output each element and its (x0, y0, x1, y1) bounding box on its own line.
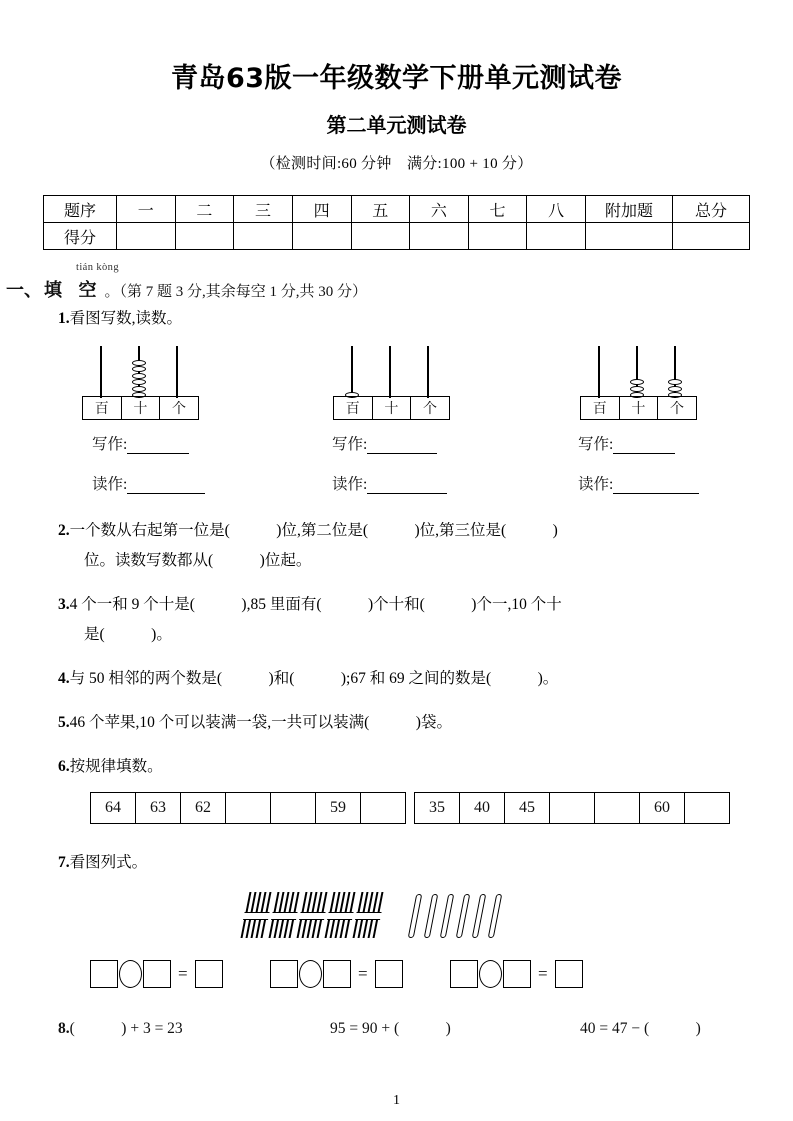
section-heading-fill-in-blank (6, 262, 793, 304)
table-row-score (44, 223, 750, 250)
col-header-5: 五 (351, 196, 410, 223)
write-as-blank-2[interactable] (367, 439, 437, 454)
bundle-band (243, 912, 270, 920)
single-stick (408, 894, 423, 938)
question-2-line1: 一个数从右起第一位是( )位,第二位是( )位,第三位是( ) (69, 522, 558, 539)
equation-3-box-b[interactable] (503, 960, 531, 988)
equation-3-box-result[interactable] (555, 960, 583, 988)
read-as-1 (92, 472, 205, 494)
score-cell-2[interactable] (175, 223, 234, 250)
question-4-text: 与 50 相邻的两个数是( )和( );67 和 69 之间的数是( )。 (69, 670, 559, 687)
score-cell-total[interactable] (673, 223, 750, 250)
equation-2-operator-circle[interactable] (299, 960, 322, 988)
abacus-diagram-group (0, 346, 793, 422)
abacus-2-label-hundreds: 百 (334, 397, 373, 420)
col-header-8: 八 (527, 196, 586, 223)
read-as-blank-3[interactable] (613, 479, 699, 494)
question-2 (58, 516, 793, 576)
read-as-label-1: 读作: (92, 476, 128, 493)
write-as-1 (92, 432, 189, 454)
read-as-3 (578, 472, 699, 494)
seq1-cell-5[interactable] (271, 793, 316, 824)
write-as-row (0, 432, 793, 462)
question-8 (0, 1016, 793, 1046)
write-as-3 (578, 432, 675, 454)
question-8-item-1 (58, 1016, 183, 1038)
seq1-cell-4[interactable] (226, 793, 271, 824)
equation-2-box-b[interactable] (323, 960, 351, 988)
bundle-band (327, 912, 354, 920)
bead (132, 379, 146, 385)
abacus-3-rod-hundreds (598, 346, 600, 398)
abacus-2-rod-ones (427, 346, 429, 398)
seq1-cell-6[interactable]: 59 (316, 793, 361, 824)
score-cell-4[interactable] (292, 223, 351, 250)
equation-1-box-result[interactable] (195, 960, 223, 988)
write-as-label-1: 写作: (92, 436, 128, 453)
seq2-cell-6[interactable]: 60 (640, 793, 685, 824)
write-as-label-2: 写作: (332, 436, 368, 453)
question-3 (58, 590, 793, 650)
question-3-line1: 4 个一和 9 个十是( ),85 里面有( )个十和( )个一,10 个十 (69, 596, 562, 613)
abacus-2-label-ones: 个 (411, 397, 450, 420)
write-as-blank-3[interactable] (613, 439, 675, 454)
read-as-row (0, 472, 793, 502)
sequence-table-1 (90, 792, 406, 824)
question-1-number: 1. (58, 310, 70, 327)
table-row-header (44, 196, 750, 223)
question-5-text: 46 个苹果,10 个可以装满一袋,一共可以装满( )袋。 (69, 714, 452, 731)
question-4-number: 4. (58, 670, 70, 687)
write-as-2 (332, 432, 437, 454)
single-stick (424, 894, 439, 938)
read-as-2 (332, 472, 447, 494)
equation-3-operator-circle[interactable] (479, 960, 502, 988)
single-stick (440, 894, 455, 938)
seq2-cell-1[interactable]: 35 (415, 793, 460, 824)
question-2-number: 2. (58, 522, 70, 539)
bundle-band (355, 912, 382, 920)
question-5 (58, 708, 793, 738)
read-as-label-2: 读作: (332, 476, 368, 493)
abacus-3-label-tens: 十 (619, 397, 658, 420)
question-1 (58, 304, 793, 334)
seq1-cell-7[interactable] (361, 793, 406, 824)
abacus-3-rod-tens (636, 346, 638, 398)
question-8-item-2: 95 = 90 + ( ) (330, 1020, 451, 1037)
abacus-2 (333, 346, 449, 422)
score-table (43, 195, 750, 250)
col-header-2: 二 (175, 196, 234, 223)
col-header-total: 总分 (673, 196, 750, 223)
equation-group-2 (270, 960, 403, 988)
score-cell-3[interactable] (234, 223, 293, 250)
seq2-cell-2[interactable]: 40 (460, 793, 505, 824)
question-5-number: 5. (58, 714, 70, 731)
bundle-band (299, 912, 326, 920)
single-stick (456, 894, 471, 938)
seq2-cell-3[interactable]: 45 (505, 793, 550, 824)
question-7-number: 7. (58, 854, 70, 871)
bead (132, 366, 146, 372)
equation-1-box-b[interactable] (143, 960, 171, 988)
score-cell-8[interactable] (527, 223, 586, 250)
abacus-1-rod-ones (176, 346, 178, 398)
question-2-line2: 位。读数写数都从( )位起。 (84, 552, 312, 569)
seq1-cell-2[interactable]: 63 (136, 793, 181, 824)
bead (668, 386, 682, 392)
write-as-label-3: 写作: (578, 436, 614, 453)
score-cell-6[interactable] (410, 223, 469, 250)
section-points: 。（第 7 题 3 分,其余每空 1 分,共 30 分） (104, 284, 368, 300)
abacus-1-label-tens: 十 (121, 397, 160, 420)
score-cell-1[interactable] (117, 223, 176, 250)
equation-group-1 (90, 960, 223, 988)
row-label-score: 得分 (44, 223, 117, 250)
abacus-1-beads-tens (132, 359, 146, 398)
question-8-item-3: 40 = 47 − ( ) (580, 1020, 701, 1037)
page-number: 1 (393, 1093, 400, 1108)
equation-1-operator-circle[interactable] (119, 960, 142, 988)
abacus-3-rod-ones (674, 346, 676, 398)
col-header-7: 七 (468, 196, 527, 223)
seq2-cell-5[interactable] (595, 793, 640, 824)
equation-3-box-a[interactable] (450, 960, 478, 988)
seq2-cell-7[interactable] (685, 793, 730, 824)
stick-bundles-group (245, 892, 385, 943)
bundle-band (271, 912, 298, 920)
col-header-bonus: 附加题 (586, 196, 673, 223)
abacus-3-label-hundreds: 百 (581, 397, 620, 420)
abacus-1 (82, 346, 198, 422)
abacus-1-rod-hundreds (100, 346, 102, 398)
single-stick (472, 894, 487, 938)
bead (132, 386, 146, 392)
equation-group-3 (450, 960, 583, 988)
single-sticks-group (412, 894, 508, 943)
equation-boxes-row (0, 960, 793, 1000)
equation-2-box-result[interactable] (375, 960, 403, 988)
abacus-3 (580, 346, 696, 422)
equation-1-equals: = (178, 964, 188, 983)
question-3-line2: 是( )。 (84, 626, 172, 643)
sticks-diagram (0, 892, 793, 948)
equation-1-box-a[interactable] (90, 960, 118, 988)
read-as-label-3: 读作: (578, 476, 614, 493)
bead (132, 360, 146, 366)
bead (668, 379, 682, 385)
bead (630, 386, 644, 392)
question-6-number: 6. (58, 758, 70, 775)
equation-2-equals: = (358, 964, 368, 983)
page-title: 青岛63版一年级数学下册单元测试卷 (170, 63, 623, 94)
question-6 (58, 752, 793, 782)
score-cell-bonus[interactable] (586, 223, 673, 250)
single-stick (488, 894, 503, 938)
abacus-2-rod-tens (389, 346, 391, 398)
abacus-1-label-hundreds: 百 (83, 397, 122, 420)
bead (630, 379, 644, 385)
question-7-text: 看图列式。 (69, 854, 148, 871)
col-header-4: 四 (292, 196, 351, 223)
abacus-1-label-ones: 个 (160, 397, 199, 420)
abacus-2-rod-hundreds (351, 346, 353, 398)
section-number: 一、 (6, 280, 42, 300)
table-row (91, 793, 406, 824)
exam-info: （检测时间:60 分钟 满分:100 + 10 分） (260, 156, 533, 172)
page-subtitle: 第二单元测试卷 (326, 113, 467, 137)
question-4 (58, 664, 793, 694)
row-label-question-order: 题序 (44, 196, 117, 223)
read-as-blank-2[interactable] (367, 479, 447, 494)
sequence-tables (30, 792, 793, 826)
equation-3-equals: = (538, 964, 548, 983)
abacus-1-rod-tens (138, 346, 140, 398)
section-name: 填 空 (44, 280, 103, 300)
col-header-3: 三 (234, 196, 293, 223)
col-header-6: 六 (410, 196, 469, 223)
question-8-equation-1: ( ) + 3 = 23 (69, 1020, 183, 1037)
question-8-number: 8. (58, 1020, 70, 1037)
table-row (415, 793, 730, 824)
read-as-blank-1[interactable] (127, 479, 205, 494)
bead (132, 373, 146, 379)
seq2-cell-4[interactable] (550, 793, 595, 824)
col-header-1: 一 (117, 196, 176, 223)
question-6-text: 按规律填数。 (69, 758, 163, 775)
question-3-number: 3. (58, 596, 70, 613)
section-pinyin: tián kòng (76, 262, 119, 273)
question-1-text: 看图写数,读数。 (69, 310, 183, 327)
sequence-table-2 (414, 792, 730, 824)
seq1-cell-1[interactable]: 64 (91, 793, 136, 824)
equation-2-box-a[interactable] (270, 960, 298, 988)
seq1-cell-3[interactable]: 62 (181, 793, 226, 824)
write-as-blank-1[interactable] (127, 439, 189, 454)
question-7 (58, 848, 793, 878)
abacus-3-label-ones: 个 (658, 397, 697, 420)
score-cell-7[interactable] (468, 223, 527, 250)
score-cell-5[interactable] (351, 223, 410, 250)
abacus-2-label-tens: 十 (372, 397, 411, 420)
